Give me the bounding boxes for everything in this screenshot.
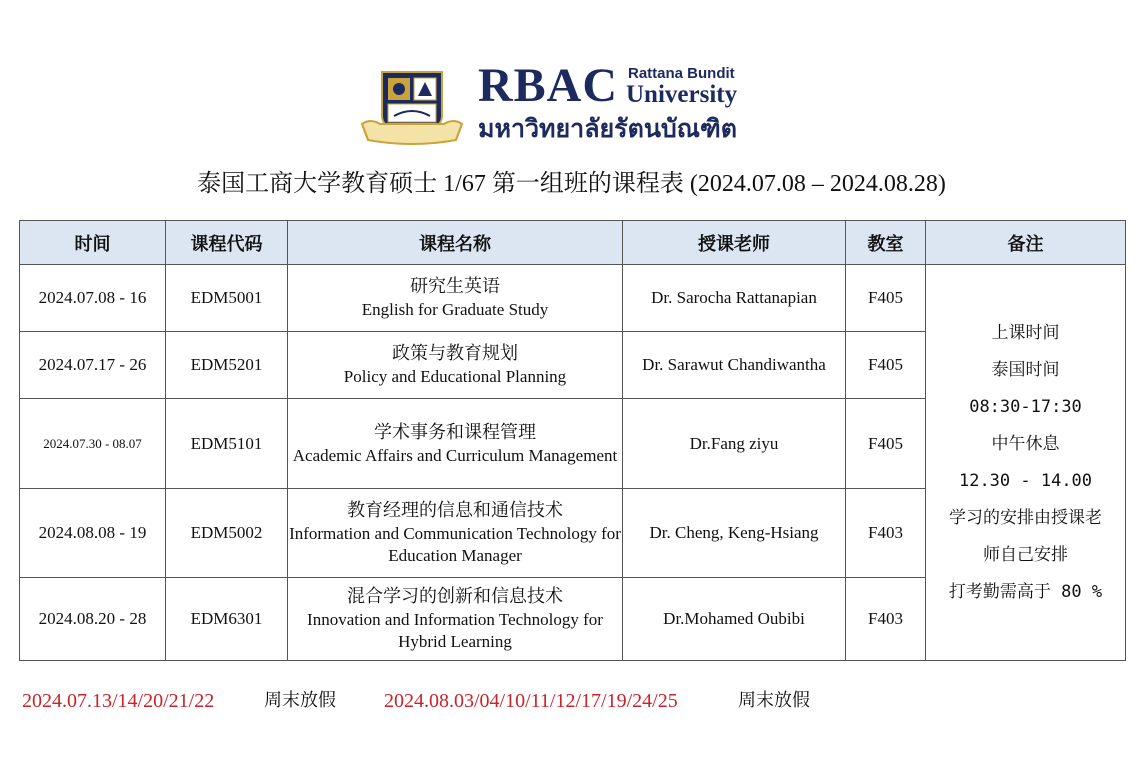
cell-code: EDM5001 [166, 265, 288, 332]
cell-teacher: Dr. Cheng, Keng-Hsiang [623, 489, 846, 578]
course-name-cn: 混合学习的创新和信息技术 [347, 586, 563, 607]
course-name-cn: 政策与教育规划 [392, 343, 518, 364]
cell-room: F405 [846, 399, 926, 489]
course-name-en: Information and Communication Technology for Education Manager [289, 524, 621, 565]
cell-date: 2024.07.08 - 16 [20, 265, 166, 332]
cell-code: EDM5201 [166, 332, 288, 399]
crest-emblem [360, 68, 464, 146]
course-name-en: English for Graduate Study [361, 300, 549, 319]
holiday-label-july: 周末放假 [264, 690, 336, 711]
note-line: 师自己安排 [983, 544, 1068, 565]
cell-code: EDM5002 [166, 489, 288, 578]
cell-teacher: Dr.Fang ziyu [623, 399, 846, 489]
note-line: 中午休息 [991, 433, 1060, 454]
university-logo [360, 59, 750, 148]
header-course-code: 课程代码 [166, 221, 288, 265]
brand-thai-name: มหาวิทยาลัยรัตนบัณฑิต [478, 114, 737, 143]
holiday-label-august: 周末放假 [738, 690, 810, 711]
header-room: 教室 [846, 221, 926, 265]
cell-code: EDM5101 [166, 399, 288, 489]
course-name-en: Academic Affairs and Curriculum Management [292, 445, 618, 465]
note-line: 12.30 - 14.00 [958, 470, 1093, 491]
cell-room: F403 [846, 578, 926, 661]
brand-sub-line2: University [626, 81, 738, 108]
header-course-name: 课程名称 [288, 221, 623, 265]
page-title: 泰国工商大学教育硕士 1/67 第一组班的课程表 (2024.07.08 – 2024.08.28) [197, 171, 946, 197]
note-line: 泰国时间 [991, 359, 1060, 380]
cell-course-name [288, 489, 623, 578]
table-header-row [20, 221, 1126, 265]
brand-name: RBAC [478, 59, 619, 112]
cell-date: 2024.08.08 - 19 [20, 489, 166, 578]
header-teacher: 授课老师 [623, 221, 846, 265]
holiday-dates-august: 2024.08.03/04/10/11/12/17/19/24/25 [384, 690, 678, 712]
course-name-en: Innovation and Information Technology for Hybrid Learning [307, 610, 603, 651]
cell-date: 2024.08.20 - 28 [20, 578, 166, 661]
header-notes: 备注 [926, 221, 1126, 265]
schedule-table [19, 220, 1126, 661]
cell-course-name [288, 399, 623, 489]
cell-code: EDM6301 [166, 578, 288, 661]
cell-course-name [288, 578, 623, 661]
cell-room: F405 [846, 332, 926, 399]
brand-sub-line1: Rattana Bundit [628, 65, 735, 82]
header-time: 时间 [20, 221, 166, 265]
note-line: 上课时间 [991, 322, 1060, 343]
course-name-en: Policy and Educational Planning [343, 367, 567, 386]
course-name-cn: 研究生英语 [410, 276, 500, 297]
cell-date: 2024.07.30 - 08.07 [20, 399, 166, 489]
holiday-dates-july: 2024.07.13/14/20/21/22 [22, 690, 215, 712]
cell-teacher: Dr. Sarawut Chandiwantha [623, 332, 846, 399]
table-row [20, 265, 1126, 332]
note-line: 学习的安排由授课老 [949, 507, 1102, 528]
cell-date: 2024.07.17 - 26 [20, 332, 166, 399]
cell-notes [926, 265, 1126, 661]
cell-course-name [288, 265, 623, 332]
note-line: 08:30-17:30 [969, 396, 1082, 417]
course-name-cn: 学术事务和课程管理 [374, 421, 536, 443]
cell-room: F403 [846, 489, 926, 578]
cell-teacher: Dr. Sarocha Rattanapian [623, 265, 846, 332]
note-line: 打考勤需高于 80 % [948, 581, 1103, 602]
cell-course-name [288, 332, 623, 399]
course-name-cn: 教育经理的信息和通信技术 [347, 500, 563, 521]
cell-teacher: Dr.Mohamed Oubibi [623, 578, 846, 661]
cell-room: F405 [846, 265, 926, 332]
